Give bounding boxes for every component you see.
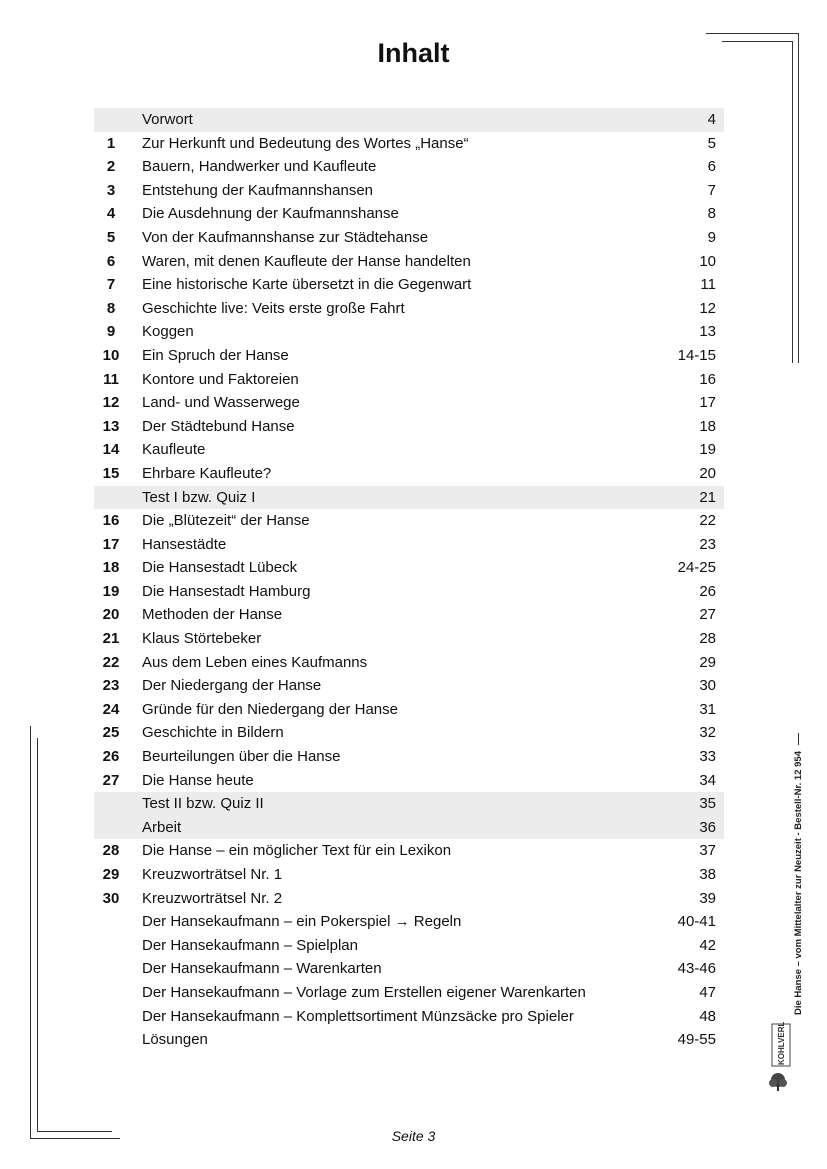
toc-page-number: 36 <box>699 818 716 836</box>
toc-chapter-number: 7 <box>106 276 116 294</box>
toc-page-number: 20 <box>699 464 716 482</box>
toc-row <box>94 957 724 981</box>
toc-row <box>94 250 724 274</box>
toc-page-number: 39 <box>699 889 716 907</box>
toc-chapter-number: 29 <box>102 866 120 883</box>
toc-page-number: 4 <box>707 111 716 128</box>
toc-chapter-title: Koggen <box>142 323 194 341</box>
toc-chapter-number: 16 <box>102 512 120 530</box>
toc-row <box>94 863 724 887</box>
toc-row <box>94 627 724 651</box>
toc-chapter-title: Vorwort <box>142 111 193 128</box>
frame-top-right-vertical-outer <box>798 33 799 363</box>
toc-chapter-number: 2 <box>106 158 116 176</box>
toc-chapter-number: 17 <box>102 535 120 553</box>
frame-bottom-left-vertical-outer <box>30 726 31 1139</box>
toc-chapter-number: 30 <box>102 889 120 907</box>
toc-page-number: 21 <box>699 488 716 506</box>
toc-page-number: 10 <box>699 252 716 270</box>
toc-chapter-number: 13 <box>102 417 120 435</box>
toc-page-number: 7 <box>707 181 716 199</box>
toc-row <box>94 1005 724 1029</box>
toc-row <box>94 533 724 557</box>
toc-chapter-title: Der Niedergang der Hanse <box>142 677 322 695</box>
toc-row <box>94 721 724 745</box>
frame-top-right-horizontal-outer <box>706 33 799 34</box>
toc-row <box>94 462 724 486</box>
toc-chapter-title: Ein Spruch der Hanse <box>142 346 289 364</box>
toc-page-number: 33 <box>699 748 716 766</box>
toc-page-number: 47 <box>699 983 716 1001</box>
toc-chapter-title: Der Hansekaufmann – ein Pokerspiel → Regeln <box>142 913 462 931</box>
toc-chapter-title: Test II bzw. Quiz II <box>142 795 264 813</box>
toc-chapter-number: 5 <box>106 228 116 246</box>
toc-page-number: 16 <box>699 370 716 388</box>
frame-bottom-left-vertical-inner <box>37 738 38 1132</box>
toc-page-number: 27 <box>699 606 716 624</box>
toc-chapter-title: Waren, mit denen Kaufleute der Hanse handelten <box>142 252 471 270</box>
frame-top-right-vertical-inner <box>792 41 793 363</box>
toc-page-number: 23 <box>699 535 716 553</box>
toc-row <box>94 273 724 297</box>
toc-page-number: 9 <box>707 228 716 246</box>
toc-row <box>94 391 724 415</box>
page-title: Inhalt <box>377 38 450 68</box>
toc-chapter-title: Der Städtebund Hanse <box>142 417 295 435</box>
toc-chapter-title: Geschichte in Bildern <box>142 724 284 742</box>
toc-page-number: 34 <box>699 771 716 789</box>
toc-row <box>94 108 724 132</box>
toc-chapter-number: 25 <box>102 724 120 742</box>
toc-chapter-number: 22 <box>102 653 120 671</box>
toc-page-number: 38 <box>699 866 716 883</box>
toc-row <box>94 368 724 392</box>
toc-page-number: 14-15 <box>677 346 716 364</box>
toc-page-number: 29 <box>699 653 716 671</box>
toc-chapter-number: 4 <box>106 205 116 223</box>
toc-row <box>94 839 724 863</box>
toc-row <box>94 155 724 179</box>
toc-page-number: 13 <box>699 323 716 341</box>
toc-chapter-title: Gründe für den Niedergang der Hanse <box>142 700 398 718</box>
toc-chapter-title: Die „Blütezeit“ der Hanse <box>142 512 310 530</box>
toc-page-number: 19 <box>699 441 716 459</box>
toc-row <box>94 580 724 604</box>
publisher-logo <box>766 1022 800 1092</box>
toc-row <box>94 934 724 958</box>
toc-chapter-title: Klaus Störtebeker <box>142 630 262 648</box>
toc-row <box>94 910 724 934</box>
toc-chapter-title: Entstehung der Kaufmannshansen <box>142 181 373 199</box>
toc-chapter-title: Der Hansekaufmann – Warenkarten <box>142 960 382 978</box>
toc-chapter-number: 8 <box>106 299 116 317</box>
toc-page-number: 17 <box>699 394 716 412</box>
toc-chapter-title: Zur Herkunft und Bedeutung des Wortes „Hanse“ <box>142 134 469 152</box>
toc-page-number: 12 <box>699 299 716 317</box>
toc-chapter-title: Die Hanse – ein möglicher Text für ein Lexikon <box>142 842 452 860</box>
toc-page-number: 8 <box>707 205 716 223</box>
toc-page-number: 6 <box>707 158 716 176</box>
tree-icon <box>766 1022 800 1092</box>
toc-row <box>94 556 724 580</box>
toc-page-number: 48 <box>699 1007 716 1025</box>
toc-chapter-number: 19 <box>102 582 120 600</box>
toc-row <box>94 415 724 439</box>
toc-chapter-title: Kreuzworträtsel Nr. 2 <box>142 889 283 907</box>
frame-top-right-horizontal-inner <box>722 41 793 42</box>
toc-chapter-number: 6 <box>106 252 116 270</box>
toc-chapter-number: 26 <box>102 748 120 766</box>
series-order-number: Die Hanse – vom Mittelalter zur Neuzeit - Bestell-Nr. 12 954 <box>793 751 804 1015</box>
toc-page-number: 22 <box>699 512 716 530</box>
toc-chapter-number: 10 <box>102 346 120 364</box>
toc-row <box>94 769 724 793</box>
toc-page-number: 43-46 <box>677 960 716 978</box>
toc-chapter-number: 23 <box>102 677 120 695</box>
toc-page-number: 11 <box>700 276 716 294</box>
toc-page-number: 49-55 <box>677 1031 716 1049</box>
toc-chapter-title: Von der Kaufmannshanse zur Städtehanse <box>142 228 429 246</box>
toc-chapter-title: Die Hanse heute <box>142 771 254 789</box>
toc-row <box>94 179 724 203</box>
toc-chapter-number: 3 <box>106 181 116 199</box>
toc-row <box>94 320 724 344</box>
toc-chapter-title: Lösungen <box>142 1031 208 1049</box>
toc-row <box>94 792 724 816</box>
toc-chapter-title: Kontore und Faktoreien <box>142 370 299 388</box>
toc-chapter-number: 27 <box>102 771 120 789</box>
toc-chapter-title: Aus dem Leben eines Kaufmanns <box>142 653 368 671</box>
toc-chapter-title: Der Hansekaufmann – Vorlage zum Erstellen eigener Warenkarten <box>142 983 586 1001</box>
toc-chapter-title: Methoden der Hanse <box>142 606 283 624</box>
toc-chapter-number: 28 <box>102 842 120 860</box>
toc-chapter-number: 15 <box>102 464 120 482</box>
toc-chapter-title: Die Hansestadt Lübeck <box>142 559 298 577</box>
toc-chapter-number: 11 <box>103 370 119 388</box>
toc-chapter-title: Kaufleute <box>142 441 206 459</box>
toc-chapter-title: Arbeit <box>142 818 182 836</box>
toc-chapter-title: Die Ausdehnung der Kaufmannshanse <box>142 205 399 223</box>
toc-page-number: 18 <box>699 417 716 435</box>
toc-row <box>94 651 724 675</box>
toc-row <box>94 816 724 840</box>
toc-chapter-title: Test I bzw. Quiz I <box>142 488 256 506</box>
toc-row <box>94 226 724 250</box>
toc-page-number: 31 <box>699 700 716 718</box>
toc-chapter-title: Der Hansekaufmann – Spielplan <box>142 936 358 954</box>
table-of-contents <box>94 108 724 1052</box>
toc-chapter-title: Eine historische Karte übersetzt in die Gegenwart <box>142 276 472 294</box>
toc-page-number: 28 <box>699 630 716 648</box>
toc-page-number: 32 <box>699 724 716 742</box>
frame-right-vertical-lower <box>798 733 799 745</box>
toc-row <box>94 745 724 769</box>
toc-row <box>94 887 724 911</box>
toc-row <box>94 297 724 321</box>
toc-row <box>94 1028 724 1052</box>
toc-chapter-title: Kreuzworträtsel Nr. 1 <box>142 866 283 883</box>
toc-page-number: 5 <box>707 134 716 152</box>
toc-chapter-number: 14 <box>102 441 120 459</box>
svg-text:KOHLVERLAG: KOHLVERLAG <box>777 1022 786 1065</box>
toc-chapter-title: Beurteilungen über die Hanse <box>142 748 341 766</box>
toc-chapter-title: Hansestädte <box>142 535 227 553</box>
toc-row <box>94 981 724 1005</box>
toc-row <box>94 509 724 533</box>
toc-chapter-title: Bauern, Handwerker und Kaufleute <box>142 158 377 176</box>
toc-page-number: 42 <box>699 936 716 954</box>
toc-chapter-number: 20 <box>102 606 120 624</box>
toc-page-number: 26 <box>699 582 716 600</box>
toc-page-number: 37 <box>699 842 716 860</box>
toc-row <box>94 603 724 627</box>
toc-chapter-number: 21 <box>102 630 120 648</box>
toc-row <box>94 344 724 368</box>
toc-page-number: 30 <box>699 677 716 695</box>
toc-page-number: 35 <box>699 795 716 813</box>
toc-row <box>94 674 724 698</box>
toc-page-number: 24-25 <box>677 559 716 577</box>
toc-page-number: 40-41 <box>677 913 716 931</box>
toc-chapter-number: 9 <box>106 323 116 341</box>
toc-row <box>94 132 724 156</box>
toc-chapter-number: 12 <box>102 394 120 412</box>
toc-row <box>94 438 724 462</box>
toc-chapter-number: 18 <box>102 559 120 577</box>
toc-row <box>94 698 724 722</box>
toc-chapter-number: 1 <box>106 134 116 152</box>
toc-chapter-title: Land- und Wasserwege <box>142 394 300 412</box>
toc-chapter-title: Ehrbare Kaufleute? <box>142 464 272 482</box>
page-number: Seite 3 <box>391 1128 436 1144</box>
toc-chapter-number: 24 <box>102 700 120 718</box>
toc-chapter-title: Der Hansekaufmann – Komplettsortiment Münzsäcke pro Spieler <box>142 1007 574 1025</box>
toc-chapter-title: Geschichte live: Veits erste große Fahrt <box>142 299 405 317</box>
toc-row <box>94 202 724 226</box>
toc-chapter-title: Die Hansestadt Hamburg <box>142 582 311 600</box>
toc-row <box>94 486 724 510</box>
